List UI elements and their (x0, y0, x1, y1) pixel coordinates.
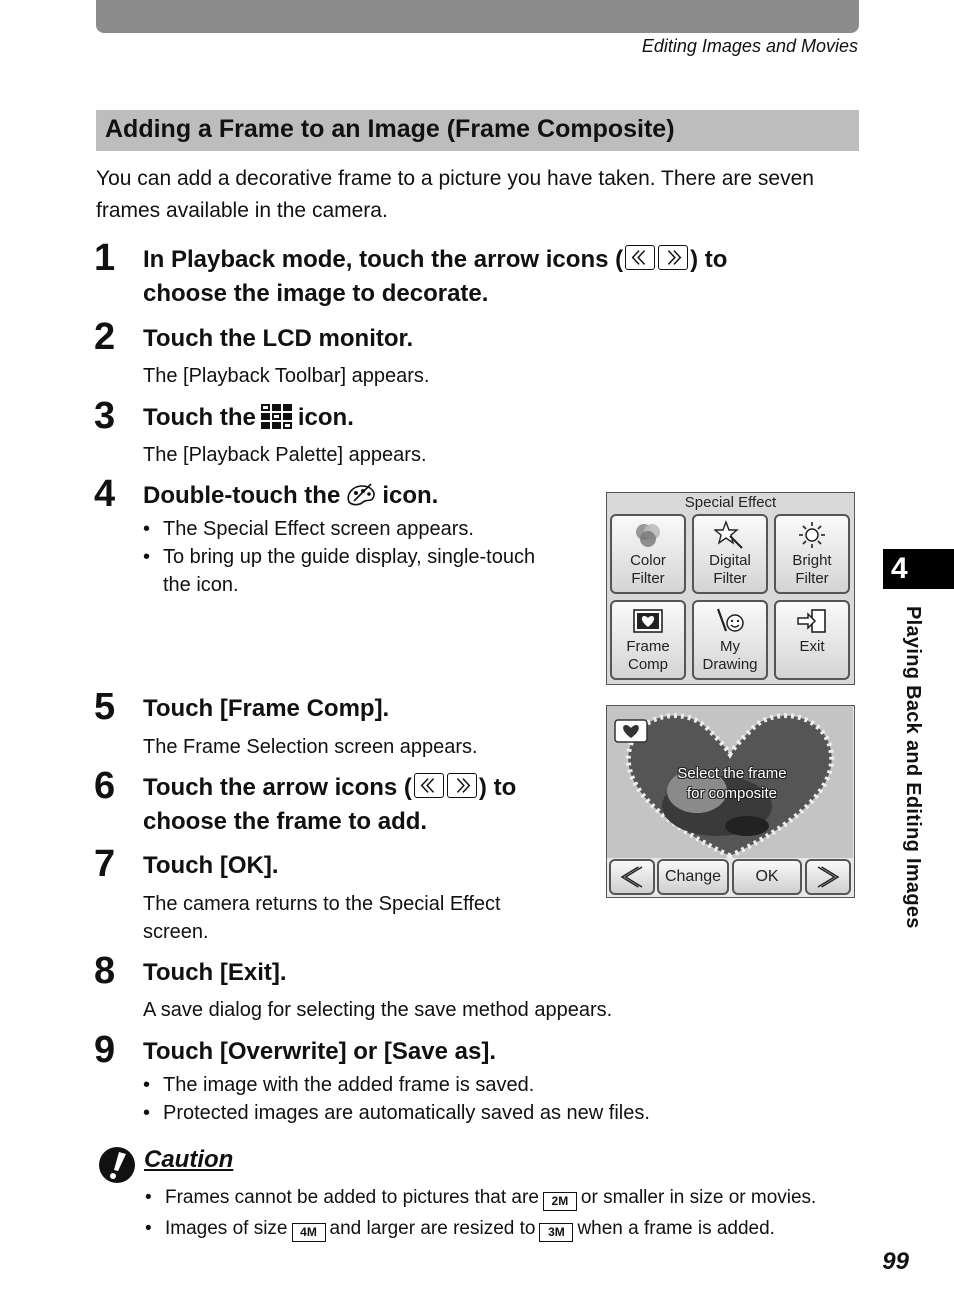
screen-title: Special Effect (684, 494, 777, 511)
frame-comp-icon (632, 606, 664, 636)
step-6-heading-b: ) to (478, 774, 517, 801)
step-2-body: The [Playback Toolbar] appears. (143, 365, 430, 387)
caution-text: Frames cannot be added to pictures that are (165, 1187, 539, 1208)
size-2m-badge: 2M (543, 1192, 577, 1211)
caution-text: Images of size (165, 1218, 288, 1239)
previous-frame-button[interactable] (609, 859, 655, 895)
caution-text: when a frame is added. (577, 1218, 775, 1239)
left-arrow-icon (414, 773, 444, 798)
caution-item (145, 1213, 816, 1244)
ok-button[interactable]: OK (732, 859, 802, 895)
step-3-heading (143, 401, 354, 439)
arrow-icons (625, 245, 688, 270)
step-9-body (143, 1071, 650, 1127)
frame-selection-screen (606, 705, 855, 898)
my-drawing-icon (714, 606, 746, 636)
exit-icon (796, 606, 828, 636)
step-1-heading (143, 243, 727, 311)
size-3m-badge: 3M (539, 1223, 573, 1242)
digital-filter-icon (714, 520, 746, 550)
section-title: Adding a Frame to an Image (Frame Composite) (96, 110, 859, 151)
step-number: 7 (94, 843, 116, 885)
my-drawing-button[interactable] (692, 600, 768, 680)
step-7-body (143, 890, 501, 946)
intro-paragraph: You can add a decorative frame to a picture you have taken. There are seven frames available in the camera. (96, 167, 814, 222)
special-effect-screen (606, 492, 855, 685)
button-label: Filter (631, 570, 665, 587)
change-button[interactable]: Change (657, 859, 729, 895)
step-1-heading-c: choose the image to decorate. (143, 280, 489, 307)
step-1-heading-b: ) to (690, 246, 728, 273)
step-9-heading: Touch [Overwrite] or [Save as]. (143, 1038, 496, 1065)
bullet-item: • Protected images are automatically saved as new files. (143, 1099, 650, 1127)
bullet-item: • The image with the added frame is saved. (143, 1071, 650, 1099)
step-6-heading-a: Touch the arrow icons ( (143, 774, 412, 801)
caution-body (145, 1182, 816, 1244)
right-arrow-icon (807, 861, 849, 893)
button-label: Color (630, 552, 666, 569)
step-3-heading-b: icon. (297, 404, 354, 431)
step-4-body (143, 515, 593, 599)
frame-caption (647, 764, 817, 804)
frame-comp-button[interactable] (610, 600, 686, 680)
bullet-continuation: the icon. (163, 574, 239, 596)
step-number: 1 (94, 237, 116, 279)
step-4-heading-a: Double-touch the (143, 482, 341, 509)
caution-title: Caution (144, 1146, 234, 1173)
chapter-label: Playing Back and Editing Images (902, 606, 924, 929)
digital-filter-button[interactable] (692, 514, 768, 594)
exit-button[interactable] (774, 600, 850, 680)
step-number: 5 (94, 686, 116, 728)
caution-icon (98, 1146, 136, 1184)
button-label: Exit (799, 638, 825, 655)
step-5-heading: Touch [Frame Comp]. (143, 695, 390, 722)
step-6-heading-c: choose the frame to add. (143, 808, 428, 835)
step-number: 9 (94, 1029, 116, 1071)
bright-filter-icon (796, 520, 828, 550)
header-bar (96, 0, 859, 33)
arrow-icons (414, 773, 477, 798)
button-label: My (720, 638, 740, 655)
button-label: Filter (795, 570, 829, 587)
step-number: 8 (94, 950, 116, 992)
button-label: Drawing (702, 656, 758, 673)
step-number: 2 (94, 316, 116, 358)
color-filter-icon (632, 520, 664, 550)
step-3-heading-a: Touch the (143, 404, 256, 431)
button-label: Bright (792, 552, 832, 569)
button-label: Comp (627, 656, 668, 673)
caution-text: and larger are resized to (329, 1218, 536, 1239)
step-number: 6 (94, 765, 116, 807)
chapter-tab: 4 (883, 549, 954, 589)
step-8-body: A save dialog for selecting the save method appears. (143, 999, 613, 1021)
step-3-body: The [Playback Palette] appears. (143, 444, 427, 466)
page-number: 99 (882, 1248, 909, 1275)
button-label: Frame (626, 638, 670, 655)
step-number: 4 (94, 473, 116, 515)
size-4m-badge: 4M (292, 1223, 326, 1242)
step-8-heading: Touch [Exit]. (143, 959, 287, 986)
bright-filter-button[interactable] (774, 514, 850, 594)
button-label: Filter (713, 570, 747, 587)
step-2-heading: Touch the LCD monitor. (143, 325, 414, 352)
color-filter-button[interactable] (610, 514, 686, 594)
caution-item (145, 1182, 816, 1213)
running-head: Editing Images and Movies (641, 36, 858, 56)
left-arrow-icon (611, 861, 653, 893)
bullet-item: • The Special Effect screen appears. (143, 515, 593, 543)
right-arrow-icon (447, 773, 477, 798)
button-label: Digital (709, 552, 751, 569)
step-1-heading-a: In Playback mode, touch the arrow icons ( (143, 246, 624, 273)
body-line: The camera returns to the Special Effect (143, 893, 501, 915)
step-7-heading: Touch [OK]. (143, 852, 279, 879)
step-number: 3 (94, 395, 116, 437)
body-line: screen. (143, 921, 209, 943)
playback-palette-icon (260, 403, 294, 439)
bullet-item: • To bring up the guide display, single-touch (143, 543, 593, 571)
special-effect-icon (344, 481, 378, 517)
caption-line: Select the frame (677, 765, 787, 782)
right-arrow-icon (658, 245, 688, 270)
step-4-heading-b: icon. (382, 482, 439, 509)
next-frame-button[interactable] (805, 859, 851, 895)
caution-text: or smaller in size or movies. (580, 1187, 817, 1208)
step-5-body: The Frame Selection screen appears. (143, 736, 478, 758)
step-6-heading (143, 771, 516, 839)
step-4-heading (143, 479, 438, 517)
left-arrow-icon (625, 245, 655, 270)
caption-line: for composite (686, 785, 778, 802)
